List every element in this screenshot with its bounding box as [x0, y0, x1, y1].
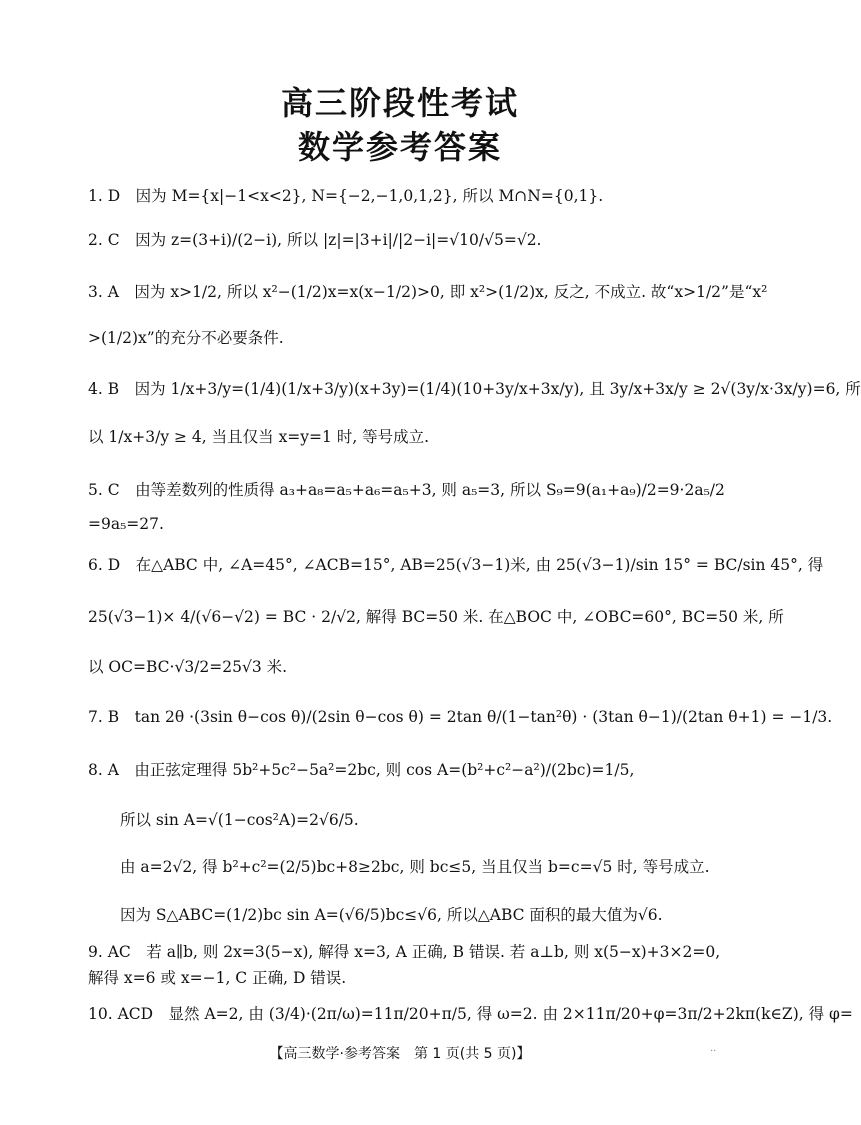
page-subtitle: 数学参考答案: [297, 128, 502, 166]
answer-line: 以 OC=BC·√3/2=25√3 米.: [88, 658, 288, 676]
answer-line: 由 a=2√2, 得 b²+c²=(2/5)bc+8≥2bc, 则 bc≤5, 当且仅当 b=c=√5 时, 等号成立.: [120, 858, 710, 876]
answer-line: 25(√3−1)× 4/(√6−√2) = BC · 2/√2, 解得 BC=50 米. 在△BOC 中, ∠OBC=60°, BC=50 米, 所: [88, 608, 784, 626]
answer-line: 因为 S△ABC=(1/2)bc sin A=(√6/5)bc≤√6, 所以△ABC 面积的最大值为√6.: [120, 906, 663, 924]
answer-line: 4. B 因为 1/x+3/y=(1/4)(1/x+3/y)(x+3y)=(1/4)(10+3y/x+3x/y), 且 3y/x+3x/y ≥ 2√(3y/x·3x/y)=6, 所: [88, 380, 861, 398]
page-footer: 【高三数学·参考答案 第 1 页(共 5 页)】: [269, 1046, 531, 1062]
answer-line: 1. D 因为 M={x|−1<x<2}, N={−2,−1,0,1,2}, 所以 M∩N={0,1}.: [88, 187, 604, 205]
page-title: 高三阶段性考试: [280, 84, 519, 122]
answer-line: 9. AC 若 a∥b, 则 2x=3(5−x), 解得 x=3, A 正确, B 错误. 若 a⊥b, 则 x(5−x)+3×2=0,: [88, 943, 721, 961]
answer-line: >(1/2)x”的充分不必要条件.: [88, 329, 284, 347]
answer-line: 2. C 因为 z=(3+i)/(2−i), 所以 |z|=|3+i|/|2−i|=√10/√5=√2.: [88, 231, 542, 249]
answer-line: 解得 x=6 或 x=−1, C 正确, D 错误.: [88, 969, 347, 987]
corner-mark: ··: [710, 1046, 717, 1057]
answer-line: 以 1/x+3/y ≥ 4, 当且仅当 x=y=1 时, 等号成立.: [88, 428, 430, 446]
answer-line: 所以 sin A=√(1−cos²A)=2√6/5.: [120, 811, 359, 829]
answer-line: 5. C 由等差数列的性质得 a₃+a₈=a₅+a₆=a₅+3, 则 a₅=3, 所以 S₉=9(a₁+a₉)/2=9·2a₅/2: [88, 481, 725, 499]
answer-line: 7. B tan 2θ ·(3sin θ−cos θ)/(2sin θ−cos θ) = 2tan θ/(1−tan²θ) · (3tan θ−1)/(2tan θ+1) = −1/3.: [88, 708, 833, 726]
answer-line: =9a₅=27.: [88, 515, 164, 533]
answer-line: 3. A 因为 x>1/2, 所以 x²−(1/2)x=x(x−1/2)>0, 即 x²>(1/2)x, 反之, 不成立. 故“x>1/2”是“x²: [88, 283, 768, 301]
answer-line: 8. A 由正弦定理得 5b²+5c²−5a²=2bc, 则 cos A=(b²+c²−a²)/(2bc)=1/5,: [88, 761, 635, 779]
answer-line: 10. ACD 显然 A=2, 由 (3/4)·(2π/ω)=11π/20+π/5, 得 ω=2. 由 2×11π/20+φ=3π/2+2kπ(k∈Z), 得 φ=: [88, 1005, 853, 1023]
answer-line: 6. D 在△ABC 中, ∠A=45°, ∠ACB=15°, AB=25(√3−1)米, 由 25(√3−1)/sin 15° = BC/sin 45°, 得: [88, 556, 824, 574]
